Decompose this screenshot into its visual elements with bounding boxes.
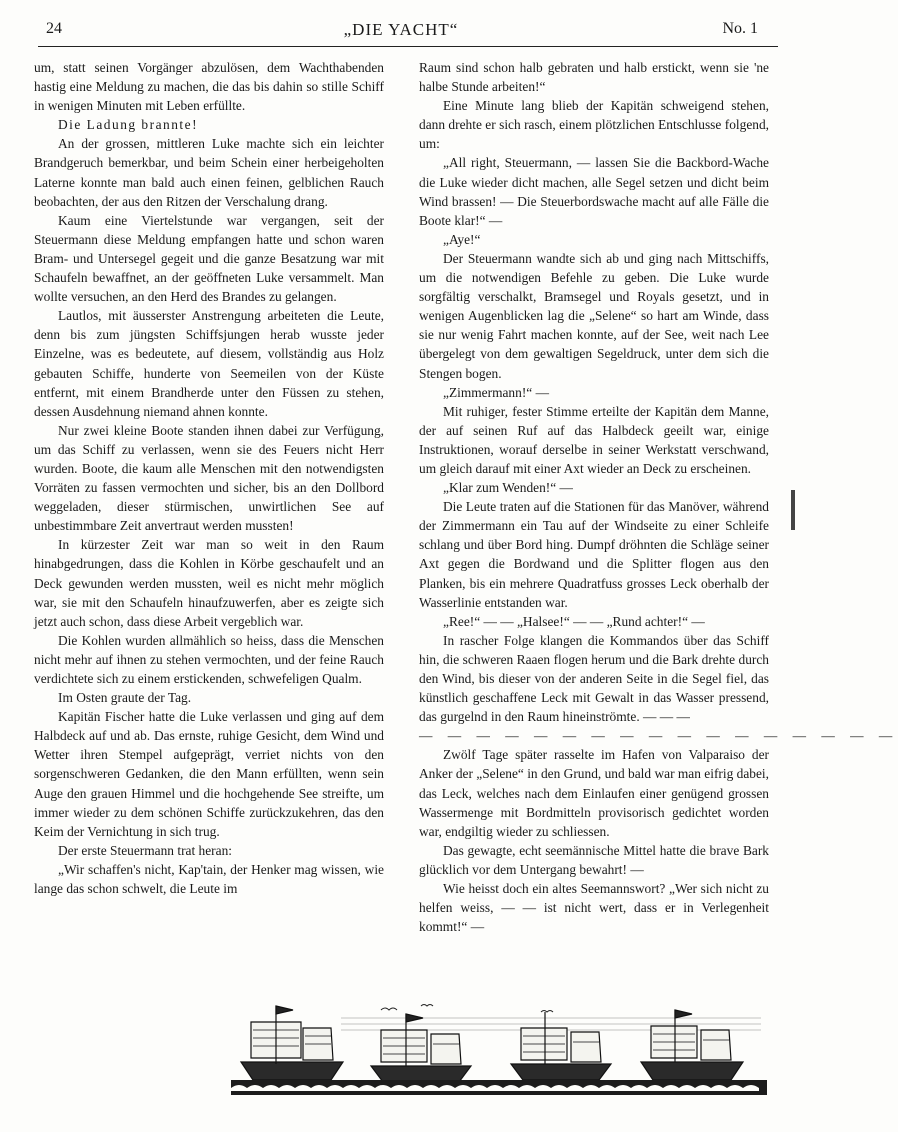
running-title: „DIE YACHT“ [343,20,459,39]
paragraph: „Wir schaffen's nicht, Kap'tain, der Henker mag wissen, wie lange das schon schwelt, die Leute im [34,861,384,897]
paragraph: „Aye!“ [443,231,481,247]
page-number: 24 [46,20,62,37]
paragraph: Das gewagte, echt seemännische Mittel hatte die brave Bark glücklich vor dem Untergang bewahrt! — [419,842,769,877]
paragraph: „All right, Steuermann, — lassen Sie die Backbord-Wache die Luke wieder dicht machen, alle Segel setzen und dicht beim Wind brassen! — Die Steuerbordswache macht auf alle Fälle die Boote klar!“ — [419,155,769,228]
paragraph: Kaum eine Viertelstunde war vergangen, seit der Steuermann diese Meldung empfangen hatte und schon waren Bram- und Untersegel gegeit und die ganze Besatzung war mit Schaufeln bewaffnet, an der geöffneten Luke versammelt. Man wollte versuchen, an den Herd des Brandes zu gelangen. [34,212,384,305]
paragraph: Der Steuermann wandte sich ab und ging nach Mittschiffs, um die notwendigen Befehle zu geben. Die Luke wurde sorgfältig verschalkt, Bramsegel und Royals gesetzt, und in wenigen Augenblicken lag die „Selene“ so hart am Winde, dass sie nur wenig Fahrt machen konnte, auf der See, weit nach Lee übergelegt von dem gewaltigen Segeldruck, unter dem sich die Stengen bogen. [419,250,769,381]
paragraph: In rascher Folge klangen die Kommandos über das Schiff hin, die schweren Raaen flogen herum und die Bark drehte durch den Wind, bis dieser von der anderen Seite in die Segel fiel, das künstlich geschaffene Leck mit Gewalt in das Wasser pressend, das gurgelnd in den Raum hineinströmte. — — — [419,632,769,725]
paragraph: Mit ruhiger, fester Stimme erteilte der Kapitän dem Manne, der auf seinen Ruf auf das Halbdeck geeilt war, einige Instruktionen, worauf derselbe in seiner Werkstatt verschwand, um gleich darauf mit einer Axt wieder an Deck zu erscheinen. [419,403,769,476]
paragraph: Die Ladung brannte! [58,117,199,133]
paragraph: Wie heisst doch ein altes Seemannswort? „Wer sich nicht zu helfen weiss, — — ist nicht wert, dass er in Verlegenheit kommt!“ — [419,881,769,935]
paragraph: Nur zwei kleine Boote standen ihnen dabei zur Verfügung, um das Schiff zu verlassen, wenn sie des Feuers nicht Herr wurden. Boote, die kaum alle Menschen mit den notwendigsten Vorräten zu fassen vermochten und sicher, bis an den Dollbord weggeladen, dieser stürmischen, unwirtlichen See auf unbestimmbare Zeit anvertraut werden mussten! [34,422,384,534]
paragraph: „Zimmermann!“ — [443,384,549,400]
paragraph: Die Leute traten auf die Stationen für das Manöver, während der Zimmermann ein Tau auf der Windseite zu einer Schleife schlang und über Bord hing. Dumpf dröhnten die Schläge seiner Axt gegen die Bordwand und die Splitter flogen aus den Planken, bis ein mehrere Quadratfuss grosses Leck oberhalb der Wasserlinie entstanden war. [419,499,769,610]
page-header [38,14,764,54]
issue-number: No. 1 [722,20,758,37]
paragraph: Lautlos, mit äusserster Anstrengung arbeiteten die Leute, denn bis zum jüngsten Schiffsjungen herab wusste jeder Einzelne, was es bedeutete, auf diesem, vollständig aus Holz gebauten Schiffe, hunderte von Seemeilen von der Küste entfernt, mit einem Brandherde unter den Füssen zu stehen, dessen Ausdehnung niemand ahnen konnte. [34,308,384,419]
section-divider: — — — — — — — — — — — — — — — — — [419,728,898,744]
paragraph: „Klar zum Wenden!“ — [443,480,573,496]
paragraph: Der erste Steuermann trat heran: [58,842,232,858]
paragraph: In kürzester Zeit war man so weit in den Raum hinabgedrungen, dass die Kohlen in Körbe geschaufelt und an Deck gewunden werden mussten, weil es nicht mehr möglich war, sie mit den Schaufeln hinaufzuwerfen, aber es zeigte sich jetzt auch schon, dass diese Arbeit vergeblich war. [34,537,384,629]
left-column [34,58,384,898]
paragraph: „Ree!“ — — „Halsee!“ — — „Rund achter!“ — [443,613,705,629]
paragraph: An der grossen, mittleren Luke machte sich ein leichter Brandgeruch bemerkbar, und beim Schein einer herbeigeholten Laterne konnte man bald auch einen feinen, gelblichen Rauch beobachten, der aus den Ritzen der Verschalung drang. [34,136,384,209]
right-column [419,58,898,936]
paragraph: Zwölf Tage später rasselte im Hafen von Valparaiso der Anker der „Selene“ in den Grund, und bald war man eifrig dabei, das Leck, welches nach dem Einlaufen einer genügend grossen Wassermenge mit Bordmitteln provisorisch gedichtet worden war, endgiltig wieder zu schliessen. [419,747,769,839]
sailing-ships-vignette-icon [231,1000,767,1095]
paragraph: Im Osten graute der Tag. [58,690,192,706]
header-rule [38,46,778,47]
scan-edge-mark [791,490,795,530]
paragraph: Eine Minute lang blieb der Kapitän schweigend stehen, dann drehte er sich rasch, einem plötzlichen Entschlusse folgend, um: [419,98,769,152]
paragraph: um, statt seinen Vorgänger abzulösen, dem Wachthabenden hastig eine Meldung zu machen, die das bis dahin so stille Schiff in wenigen Minuten mit Leben erfüllte. [34,60,384,114]
paragraph: Kapitän Fischer hatte die Luke verlassen und ging auf dem Halbdeck auf und ab. Das ernste, ruhige Gesicht, dem Wind und Wetter ihren Stempel aufgeprägt, verriet nichts von den sorgenschweren Gedanken, die den Mann erfüllten, wenn sein Auge den grauen Himmel und die hochgehende See streifte, um immer wieder zu dem schönen Schiffe zurückzukehren, das den Keim der Vernichtung in sich trug. [34,709,384,839]
paragraph: Raum sind schon halb gebraten und halb erstickt, wenn sie 'ne halbe Stunde arbeiten!“ [419,60,769,95]
paragraph: Die Kohlen wurden allmählich so heiss, dass die Menschen nicht mehr auf ihnen zu stehen vermochten, und der feine Rauch verdichtete sich zu einem erstickenden, schwefeligen Qualm. [34,632,384,686]
